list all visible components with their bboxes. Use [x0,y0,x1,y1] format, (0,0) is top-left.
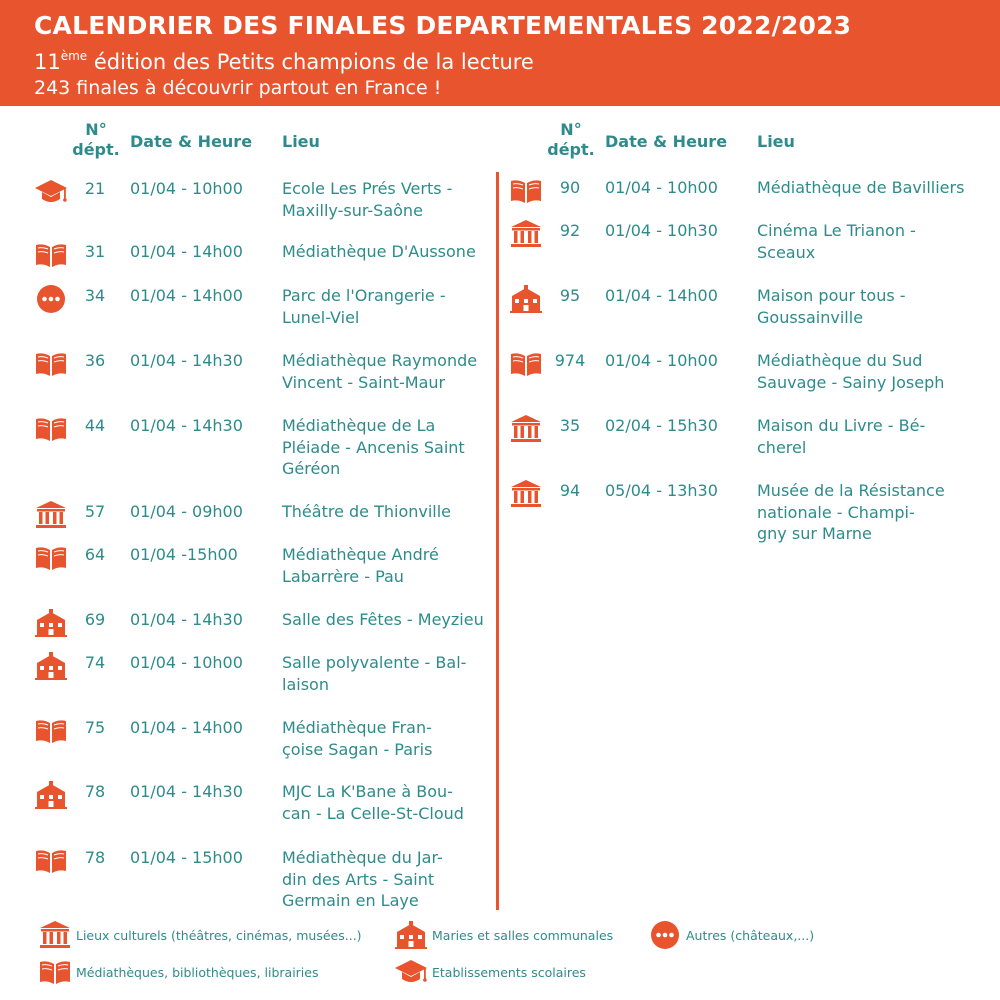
location-line: laison [282,674,329,694]
dept-number: 36 [84,351,106,370]
dept-number: 69 [84,610,106,629]
book-icon [509,349,543,379]
location-line: Maison pour tous - [757,286,906,305]
townhall-icon [394,920,426,950]
book-icon [34,716,68,746]
location-line: Médiathèque Raymonde [282,351,478,370]
location-line: Ecole Les Prés Verts - [282,179,453,198]
date-time: 01/04 -15h00 [130,545,238,564]
num-header-line-2: dépt. [547,140,595,159]
lieu-header: Lieu [757,132,795,151]
location [757,220,972,263]
book-icon [34,543,68,573]
location [282,350,497,393]
location-line: Médiathèque Fran- [282,718,432,737]
date-time: 01/04 - 14h00 [130,718,243,737]
location-line: din des Arts - Saint [282,869,435,889]
subtitle-text: édition des Petits champions de la lecture [87,50,534,74]
location-line: Goussainville [757,307,864,327]
num-header [66,120,126,160]
townhall-icon [509,284,543,314]
location [757,177,972,199]
num-header-line-1: N° [85,120,107,139]
left-column [30,120,500,910]
subtitle-number: 11 [34,50,61,74]
museum-icon [509,219,543,249]
location-line: Médiathèque de Bavilliers [757,178,965,197]
location-line: nationale - Champi- [757,502,915,522]
dept-number: 74 [84,653,106,672]
location-line: Salle polyvalente - Bal- [282,653,467,672]
dots-icon [648,920,680,950]
dots-icon [34,284,68,314]
dept-number: 44 [84,416,106,435]
graduation-cap-icon [34,177,68,207]
dept-number: 34 [84,286,106,305]
date-time: 01/04 - 10h00 [130,653,243,672]
date-time: 01/04 - 14h00 [605,286,718,305]
book-icon [509,176,543,206]
right-column [505,120,985,543]
location-line: Sceaux [757,242,816,262]
book-icon [34,846,68,876]
museum-icon [509,414,543,444]
num-header [541,120,601,160]
dept-number: 75 [84,718,106,737]
townhall-icon [34,780,68,810]
dept-number: 90 [559,178,581,197]
page-subtitle [34,42,1000,76]
townhall-icon [34,651,68,681]
book-icon [38,957,70,987]
date-time: 01/04 - 10h00 [130,179,243,198]
page-subtitle-2: 243 finales à découvrir partout en France ! [34,77,442,99]
legend-label: Lieux culturels (théâtres, cinémas, musées...) [76,928,362,943]
dept-number: 21 [84,179,106,198]
legend-label: Maries et salles communales [432,928,614,943]
legend-label: Médiathèques, bibliothèques, librairies [76,965,319,980]
location-line: Musée de la Résistance [757,481,945,500]
dept-number: 78 [84,848,106,867]
location [282,781,497,824]
location-line: MJC La K'Bane à Bou- [282,782,453,801]
legend-label: Autres (châteaux,...) [686,928,815,943]
dept-number: 78 [84,782,106,801]
dept-number: 31 [84,242,106,261]
date-time: 01/04 - 09h00 [130,502,243,521]
date-header: Date & Heure [605,132,728,151]
dept-number: 64 [84,545,106,564]
date-time: 01/04 - 15h00 [130,848,243,867]
location-line: Médiathèque André [282,545,439,564]
location [282,415,497,480]
location-line: Médiathèque D'Aussone [282,242,476,261]
location-line: Cinéma Le Trianon - [757,221,916,240]
location-line: cherel [757,437,807,457]
location-line: Germain en Laye [282,891,419,910]
museum-icon [38,920,70,950]
location [282,501,497,523]
date-time: 01/04 - 10h00 [605,178,718,197]
book-icon [34,240,68,270]
date-time: 01/04 - 14h30 [130,782,243,801]
location [282,241,497,263]
museum-icon [34,500,68,530]
lieu-header: Lieu [282,132,320,151]
location-line: Labarrère - Pau [282,566,404,586]
dept-number: 95 [559,286,581,305]
location-line: Lunel-Viel [282,307,360,327]
dept-number: 974 [554,351,586,370]
subtitle-superscript: ème [60,49,88,63]
museum-icon [509,479,543,509]
location-line: Géréon [282,459,341,478]
date-time: 01/04 - 10h00 [605,351,718,370]
legend-label: Etablissements scolaires [432,965,586,980]
date-time: 02/04 - 15h30 [605,416,718,435]
right-column-header [505,120,985,172]
location [282,544,497,587]
date-time: 01/04 - 14h30 [130,610,243,629]
location [282,285,497,328]
book-icon [34,414,68,444]
dept-number: 35 [559,416,581,435]
date-time: 05/04 - 13h30 [605,481,718,500]
location-line: Parc de l'Orangerie - [282,286,446,305]
date-time: 01/04 - 10h30 [605,221,718,240]
date-header: Date & Heure [130,132,253,151]
location-line: Maxilly-sur-Saône [282,200,423,220]
location-line: Pléiade - Ancenis Saint [282,437,465,457]
location [757,480,972,545]
location-line: Médiathèque du Jar- [282,848,443,867]
date-time: 01/04 - 14h00 [130,286,243,305]
location-line: Théâtre de Thionville [282,502,452,521]
location-line: Sauvage - Sainy Joseph [757,372,945,392]
townhall-icon [34,608,68,638]
header-banner [0,0,1000,106]
location [757,285,972,328]
column-divider [496,172,499,910]
location-line: Vincent - Saint-Maur [282,372,446,392]
location-line: çoise Sagan - Paris [282,739,433,759]
page-title: CALENDRIER DES FINALES DEPARTEMENTALES 2022/2023 [34,11,852,40]
location-line: gny sur Marne [757,524,872,543]
location-line: can - La Celle-St-Cloud [282,803,464,823]
graduation-cap-icon [394,957,426,987]
date-time: 01/04 - 14h30 [130,416,243,435]
location-line: Médiathèque du Sud [757,351,923,370]
date-time: 01/04 - 14h30 [130,351,243,370]
num-header-line-2: dépt. [72,140,120,159]
dept-number: 92 [559,221,581,240]
dept-number: 94 [559,481,581,500]
dept-number: 57 [84,502,106,521]
location-line: Médiathèque de La [282,416,436,435]
location [282,178,497,221]
date-time: 01/04 - 14h00 [130,242,243,261]
location [757,350,972,393]
left-column-header [30,120,500,172]
location [282,652,497,695]
location [282,609,497,631]
location-line: Maison du Livre - Bé- [757,416,926,435]
location [282,847,497,912]
location [757,415,972,458]
location [282,717,497,760]
num-header-line-1: N° [560,120,582,139]
book-icon [34,349,68,379]
location-line: Salle des Fêtes - Meyzieu [282,610,484,629]
